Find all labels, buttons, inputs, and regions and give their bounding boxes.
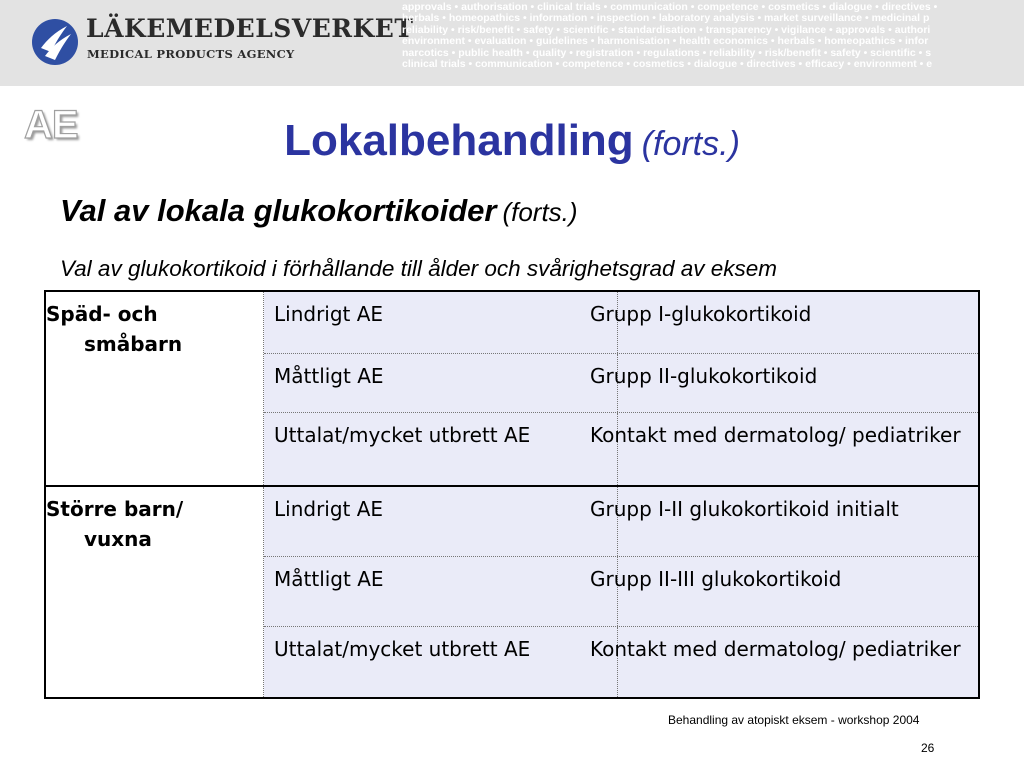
slide-title xyxy=(0,116,1024,166)
agency-subtitle: MEDICAL PRODUCTS AGENCY xyxy=(87,47,295,61)
severity-cell: Uttalat/mycket utbrett AE xyxy=(264,413,618,485)
age-group-cell: Större barn/ vuxna xyxy=(46,487,264,697)
banner-line: approvals • authorisation • clinical trials • communication • competence • cosmetics • dialogue • directives • xyxy=(402,2,938,13)
table-group-infants xyxy=(46,292,978,487)
severity-cell: Måttligt AE xyxy=(264,354,618,412)
table-row xyxy=(264,354,978,413)
table-caption: Val av glukokortikoid i förhållande till ålder och svårighetsgrad av eksem xyxy=(60,256,778,281)
group-rows xyxy=(264,487,978,697)
keyword-banner xyxy=(402,2,1024,82)
banner-line: herbals • homeopathics • information • inspection • laboratory analysis • market surveillance • medicinal p xyxy=(402,12,930,25)
agency-name: LÄKEMEDELSVERKET xyxy=(86,14,414,43)
banner-line: clinical trials • communication • competence • cosmetics • dialogue • directives • efficacy • environment • e xyxy=(402,58,933,71)
slide-subtitle xyxy=(60,193,578,229)
severity-cell: Måttligt AE xyxy=(264,557,618,626)
ae-logo-mark: AE xyxy=(24,103,78,147)
severity-cell: Lindrigt AE xyxy=(264,292,618,353)
banner-line: environment • evaluation • guidelines • harmonisation • health economics • herbals • homeopathics • infor xyxy=(402,35,929,48)
treatment-cell: Grupp I-glukokortikoid xyxy=(590,302,812,326)
header-band xyxy=(0,0,1024,86)
table-row xyxy=(264,487,978,557)
group-rows xyxy=(264,292,978,485)
slide-subtitle-suffix: (forts.) xyxy=(502,197,578,227)
table-row xyxy=(264,557,978,627)
treatment-cell: Kontakt med dermatolog/ pediatriker xyxy=(590,423,961,447)
banner-line: reliability • risk/benefit • safety • scientific • standardisation • transparency • vigilance • approvals • authori xyxy=(402,23,931,36)
treatment-cell: Kontakt med dermatolog/ pediatriker xyxy=(590,637,961,661)
agency-emblem-icon xyxy=(31,18,79,66)
table-row xyxy=(264,627,978,697)
severity-cell: Uttalat/mycket utbrett AE xyxy=(264,627,618,697)
treatment-cell: Grupp II-III glukokortikoid xyxy=(590,567,842,591)
table-row xyxy=(264,413,978,485)
age-group-cell: Späd- och småbarn xyxy=(46,292,264,485)
footer-text: Behandling av atopiskt eksem - workshop 2004 xyxy=(668,713,920,727)
table-row xyxy=(264,292,978,354)
banner-line: narcotics • public health • quality • registration • regulations • reliability • risk/benefit • safety • scientific • s xyxy=(402,46,932,59)
treatment-cell: Grupp II-glukokortikoid xyxy=(590,364,818,388)
slide-title-suffix: (forts.) xyxy=(641,125,740,163)
slide-subtitle-main: Val av lokala glukokortikoider xyxy=(60,193,497,228)
page-number: 26 xyxy=(921,741,935,755)
treatment-cell: Grupp I-II glukokortikoid initialt xyxy=(590,497,899,521)
table-group-older xyxy=(46,487,978,697)
treatment-table xyxy=(44,290,980,699)
slide-title-main: Lokalbehandling xyxy=(284,116,634,165)
severity-cell: Lindrigt AE xyxy=(264,487,618,556)
